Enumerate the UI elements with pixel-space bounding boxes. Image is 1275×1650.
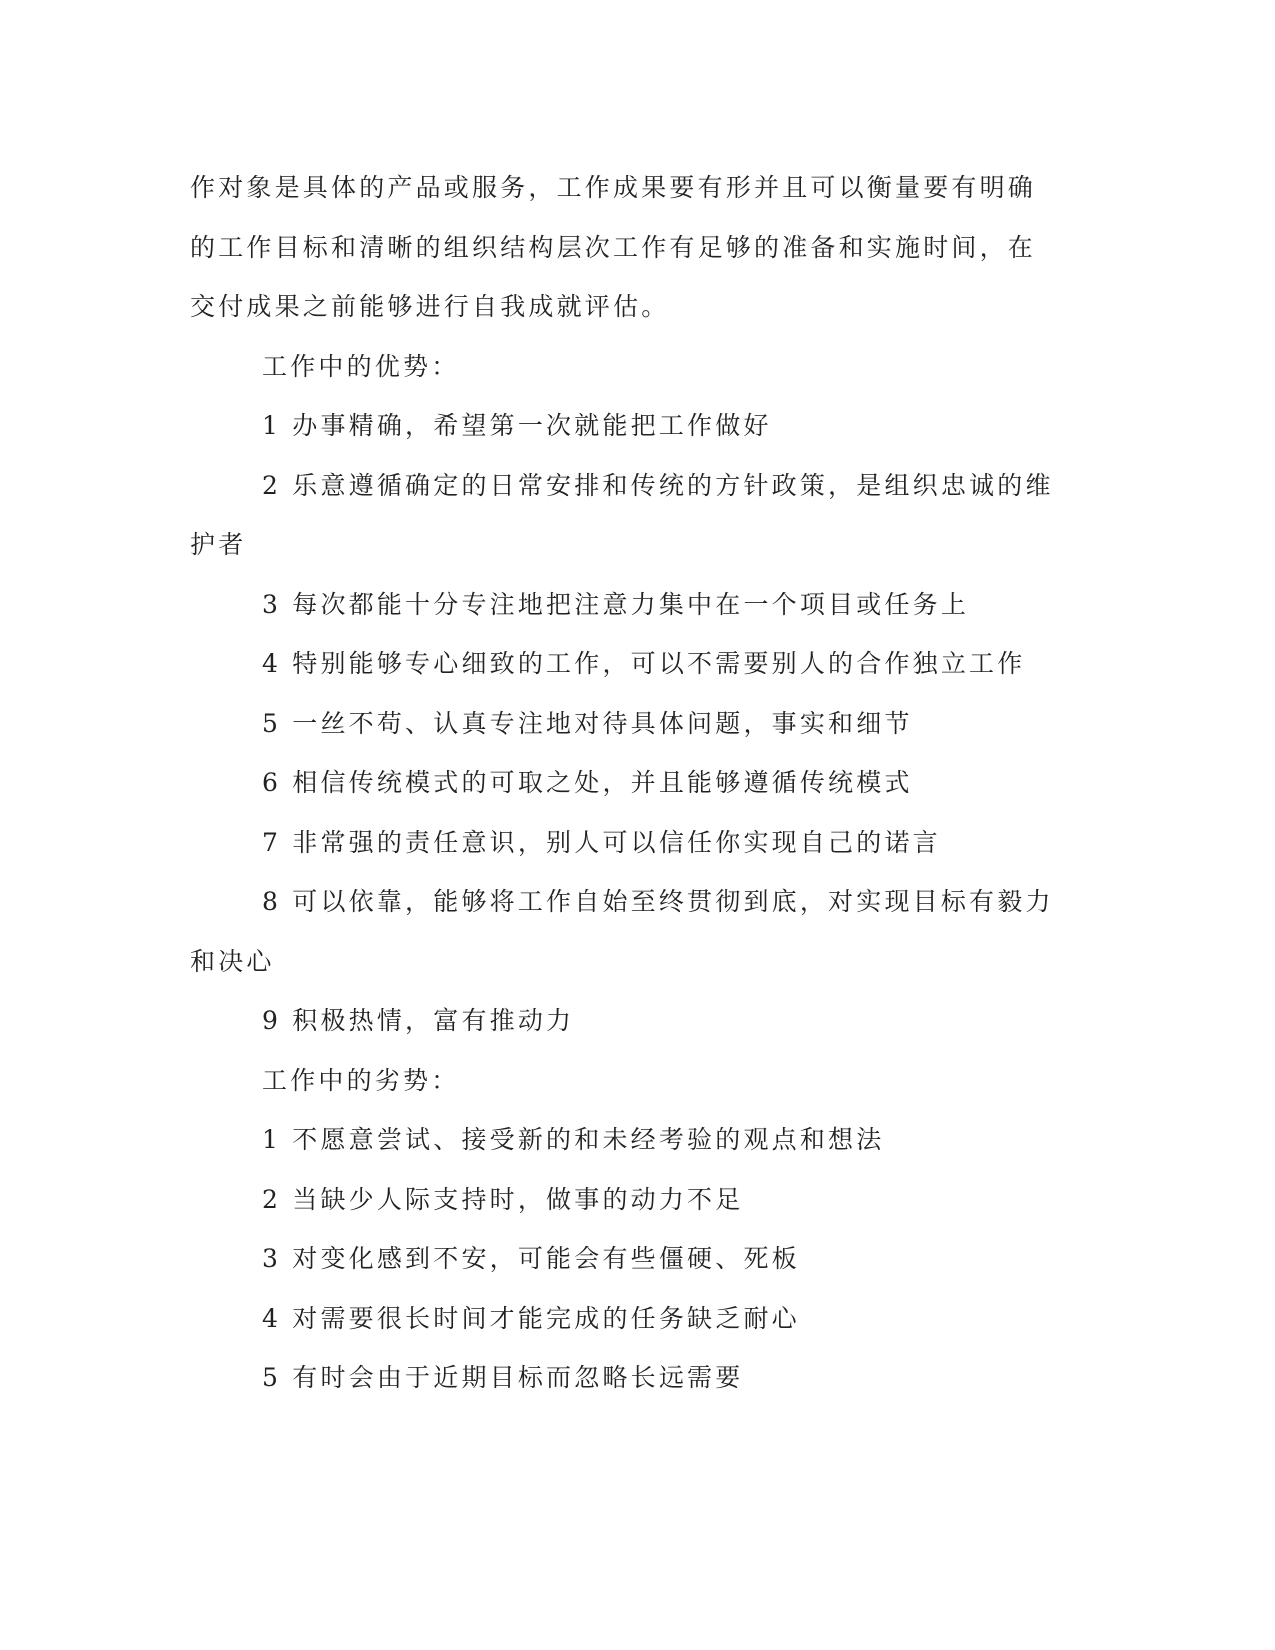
intro-line: 交付成果之前能够进行自我成就评估。	[190, 292, 670, 321]
weakness-item: 2 当缺少人际支持时，做事的动力不足	[262, 1184, 744, 1214]
strengths-heading: 工作中的优势：	[262, 351, 460, 381]
strength-item: 3 每次都能十分专注地把注意力集中在一个项目或任务上	[262, 589, 970, 619]
intro-line: 的工作目标和清晰的组织结构层次工作有足够的准备和实施时间，在	[190, 232, 1037, 262]
weakness-item: 5 有时会由于近期目标而忽略长远需要	[262, 1363, 744, 1392]
strength-item: 6 相信传统模式的可取之处，并且能够遵循传统模式	[262, 768, 913, 797]
strength-item: 8 可以依靠，能够将工作自始至终贯彻到底，对实现目标有毅力	[262, 887, 1054, 916]
weakness-item: 3 对变化感到不安，可能会有些僵硬、死板	[262, 1244, 800, 1273]
weakness-item: 1 不愿意尝试、接受新的和未经考验的观点和想法	[262, 1125, 885, 1154]
intro-line: 作对象是具体的产品或服务，工作成果要有形并且可以衡量要有明确	[190, 173, 1037, 202]
strength-item: 2 乐意遵循确定的日常安排和传统的方针政策，是组织忠诚的维	[262, 470, 1054, 500]
document-body	[190, 158, 1070, 1408]
strength-item: 7 非常强的责任意识，别人可以信任你实现自己的诺言	[262, 827, 941, 857]
strength-item: 1 办事精确，希望第一次就能把工作做好	[262, 411, 772, 440]
strength-item-continuation: 和决心	[190, 946, 275, 976]
strength-item: 9 积极热情，富有推动力	[262, 1006, 575, 1035]
strength-item: 4 特别能够专心细致的工作，可以不需要别人的合作独立工作	[262, 649, 1026, 678]
strength-item-continuation: 护者	[190, 530, 247, 559]
strength-item: 5 一丝不苟、认真专注地对待具体问题，事实和细节	[262, 708, 913, 738]
weakness-item: 4 对需要很长时间才能完成的任务缺乏耐心	[262, 1303, 800, 1333]
weaknesses-heading: 工作中的劣势：	[262, 1065, 460, 1095]
